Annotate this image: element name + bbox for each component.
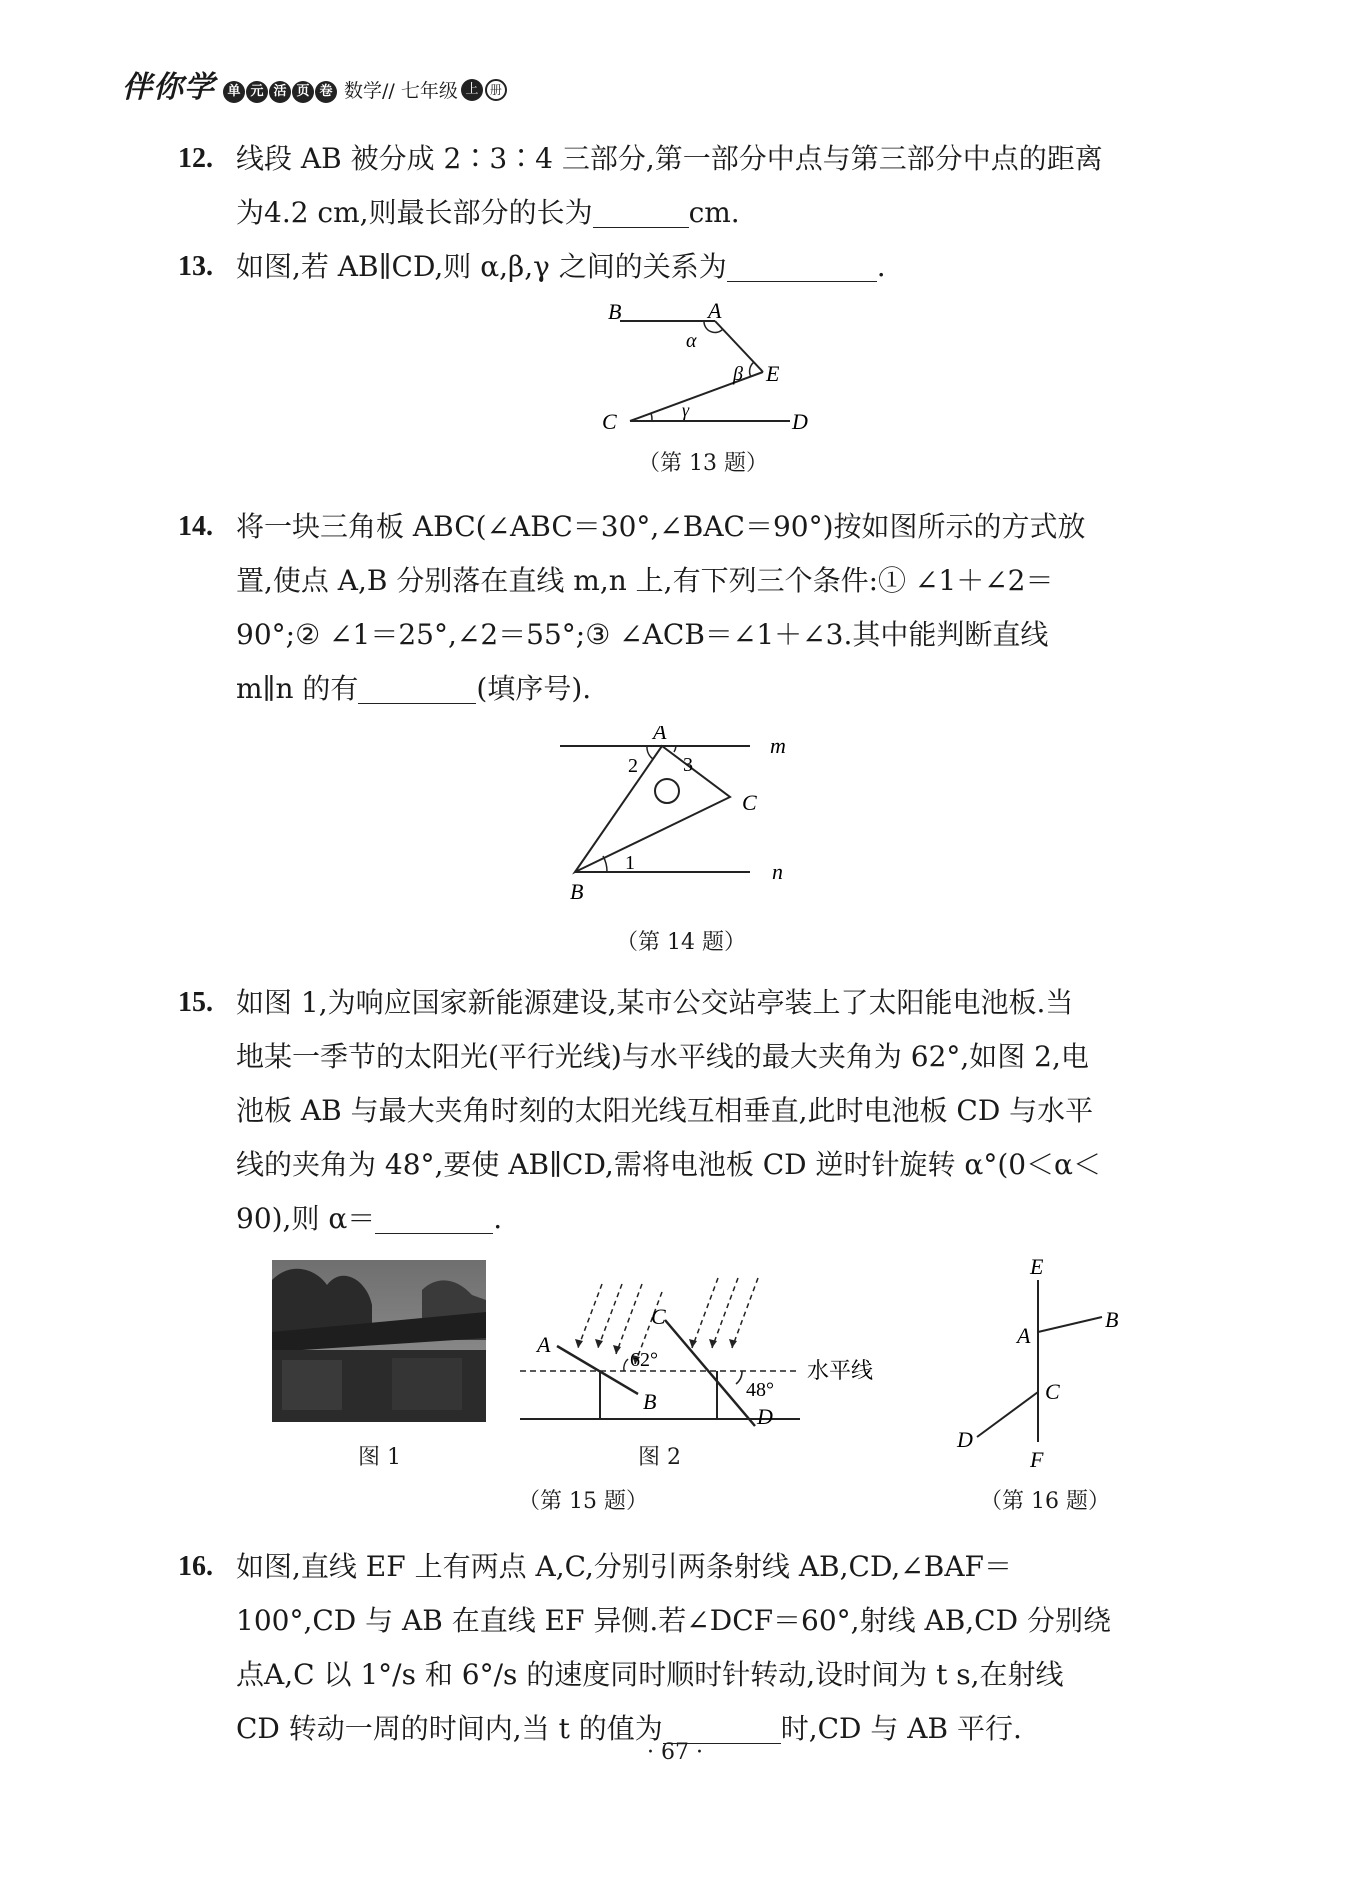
question-text: 如图,若 AB∥CD,则 α,β,γ 之间的关系为 — [236, 250, 727, 283]
triangle-abc — [575, 746, 730, 872]
grade-label — [401, 76, 507, 103]
question-text: cm. — [688, 196, 740, 229]
answer-blank[interactable] — [358, 673, 476, 704]
figure-caption: （第 16 题） — [980, 1489, 1110, 1514]
brand-title: 伴你学 — [122, 70, 215, 105]
angle-label-beta: β — [733, 363, 743, 385]
question-text: m∥n 的有 — [236, 672, 359, 705]
line-label-n: n — [772, 859, 783, 884]
angle-48-arc — [736, 1371, 742, 1384]
photo-wall — [282, 1360, 342, 1410]
question-text: 地某一季节的太阳光(平行光线)与水平线的最大夹角为 62°,如图 2,电 — [236, 1040, 1089, 1073]
question-text: 置,使点 A,B 分别落在直线 m,n 上,有下列三个条件:① ∠1＋∠2＝ — [236, 564, 1054, 597]
question-text: . — [876, 250, 886, 283]
question-text: 90),则 α＝ — [236, 1202, 376, 1235]
question-text-line — [236, 662, 591, 716]
series-badges — [223, 81, 338, 103]
grade-text: 七年级 — [400, 80, 458, 102]
question-number: 14. — [178, 511, 213, 542]
figure-2-caption: 图 2 — [638, 1445, 681, 1470]
series-badge: 单 — [223, 81, 245, 103]
question-text: (填序号). — [476, 672, 592, 705]
series-badge: 活 — [269, 81, 291, 103]
point-label-c: C — [651, 1304, 666, 1329]
point-label-c: C — [602, 409, 617, 434]
angle-gamma-arc — [651, 413, 652, 421]
question-text: 将一块三角板 ABC(∠ABC＝30°,∠BAC＝90°)按如图所示的方式放 — [236, 510, 1086, 543]
photo-wall — [392, 1358, 462, 1410]
answer-blank[interactable] — [727, 251, 877, 282]
point-label-a: A — [708, 298, 722, 323]
point-label-b: B — [643, 1389, 657, 1414]
figure-13 — [590, 296, 820, 446]
point-label-b: B — [1105, 1307, 1119, 1332]
ray-cd — [977, 1392, 1038, 1437]
horizontal-line-label: 水平线 — [807, 1358, 874, 1383]
question-number: 13. — [178, 251, 213, 282]
point-label-c: C — [1045, 1379, 1060, 1404]
bus-stop-photo — [272, 1260, 486, 1422]
angle-label-48: 48° — [746, 1379, 774, 1401]
point-label-e: E — [1030, 1254, 1044, 1279]
point-label-c: C — [742, 790, 757, 815]
point-label-a: A — [537, 1332, 551, 1357]
point-label-a: A — [653, 726, 667, 744]
point-label-e: E — [766, 361, 780, 386]
angle-label-62: 62° — [630, 1349, 658, 1371]
sun-rays-right — [692, 1278, 758, 1348]
question-text: 90°;② ∠1＝25°,∠2＝55°;③ ∠ACB＝∠1＋∠3.其中能判断直线 — [236, 618, 1049, 651]
question-text-line — [236, 186, 740, 240]
sun-ray — [712, 1278, 738, 1348]
angle-label-2: 2 — [628, 755, 638, 777]
figure-14 — [550, 726, 800, 906]
panel-ab — [557, 1346, 638, 1394]
question-text: 100°,CD 与 AB 在直线 EF 异侧.若∠DCF＝60°,射线 AB,CD 分别绕 — [236, 1604, 1111, 1637]
figure-15-2 — [515, 1256, 895, 1436]
series-badge: 页 — [292, 81, 314, 103]
angle-label-gamma: γ — [682, 400, 690, 420]
sun-ray — [692, 1278, 718, 1348]
sun-ray — [732, 1278, 758, 1348]
question-number: 12. — [178, 143, 213, 174]
page-header — [122, 62, 507, 106]
question-text: 线的夹角为 48°,要使 AB∥CD,需将电池板 CD 逆时针旋转 α°(0＜α＜ — [236, 1148, 1101, 1181]
point-label-d: D — [957, 1427, 973, 1452]
question-text: 为4.2 cm,则最长部分的长为 — [236, 196, 593, 229]
question-number: 15. — [178, 987, 213, 1018]
question-text-line — [236, 240, 886, 294]
ray-ab — [1038, 1317, 1102, 1332]
question-text-line — [236, 1192, 502, 1246]
answer-blank[interactable] — [593, 197, 689, 228]
question-text: 点A,C 以 1°/s 和 6°/s 的速度同时顺时针转动,设时间为 t s,在射线 — [236, 1658, 1064, 1691]
question-text: 如图,直线 EF 上有两点 A,C,分别引两条射线 AB,CD,∠BAF＝ — [236, 1550, 1012, 1583]
figure-caption: （第 14 题） — [616, 930, 746, 955]
point-label-f: F — [1030, 1447, 1044, 1472]
point-label-a: A — [1017, 1323, 1031, 1348]
question-text: 如图 1,为响应国家新能源建设,某市公交站亭装上了太阳能电池板.当 — [236, 986, 1074, 1019]
figure-caption: （第 15 题） — [518, 1489, 648, 1514]
figure-16 — [945, 1252, 1145, 1472]
sun-ray — [578, 1284, 602, 1348]
series-badge: 卷 — [315, 81, 337, 103]
point-label-b: B — [570, 879, 584, 904]
subject-label: 数学// — [344, 80, 395, 102]
angle-62-arc — [624, 1359, 628, 1371]
question-text: . — [493, 1202, 503, 1235]
question-text: 池板 AB 与最大夹角时刻的太阳光线互相垂直,此时电池板 CD 与水平 — [236, 1094, 1094, 1127]
angle-label-3: 3 — [683, 754, 693, 776]
line-label-m: m — [770, 733, 786, 758]
question-number: 16. — [178, 1551, 213, 1582]
answer-blank[interactable] — [375, 1203, 493, 1234]
series-badge: 元 — [246, 81, 268, 103]
volume-up-badge: 上 — [461, 79, 483, 101]
question-text: 时,CD 与 AB 平行. — [780, 1712, 1022, 1745]
triangle-hole — [655, 779, 679, 803]
sun-ray — [598, 1284, 622, 1348]
page-number: · 67 · — [647, 1740, 703, 1765]
point-label-d: D — [757, 1404, 773, 1429]
figure-caption: （第 13 题） — [638, 451, 768, 476]
angle-label-1: 1 — [625, 852, 635, 874]
angle-2-arc — [647, 746, 653, 759]
point-label-d: D — [792, 409, 808, 434]
point-label-b: B — [608, 299, 622, 324]
angle-1-arc — [603, 856, 607, 872]
figure-1-caption: 图 1 — [358, 1445, 401, 1470]
line-ec — [630, 372, 763, 421]
question-text: 线段 AB 被分成 2∶3∶4 三部分,第一部分中点与第三部分中点的距离 — [236, 142, 1103, 175]
volume-ce-badge: 册 — [485, 79, 507, 101]
sun-ray — [616, 1284, 642, 1354]
angle-label-alpha: α — [686, 330, 697, 352]
question-text: CD 转动一周的时间内,当 t 的值为 — [236, 1712, 663, 1745]
